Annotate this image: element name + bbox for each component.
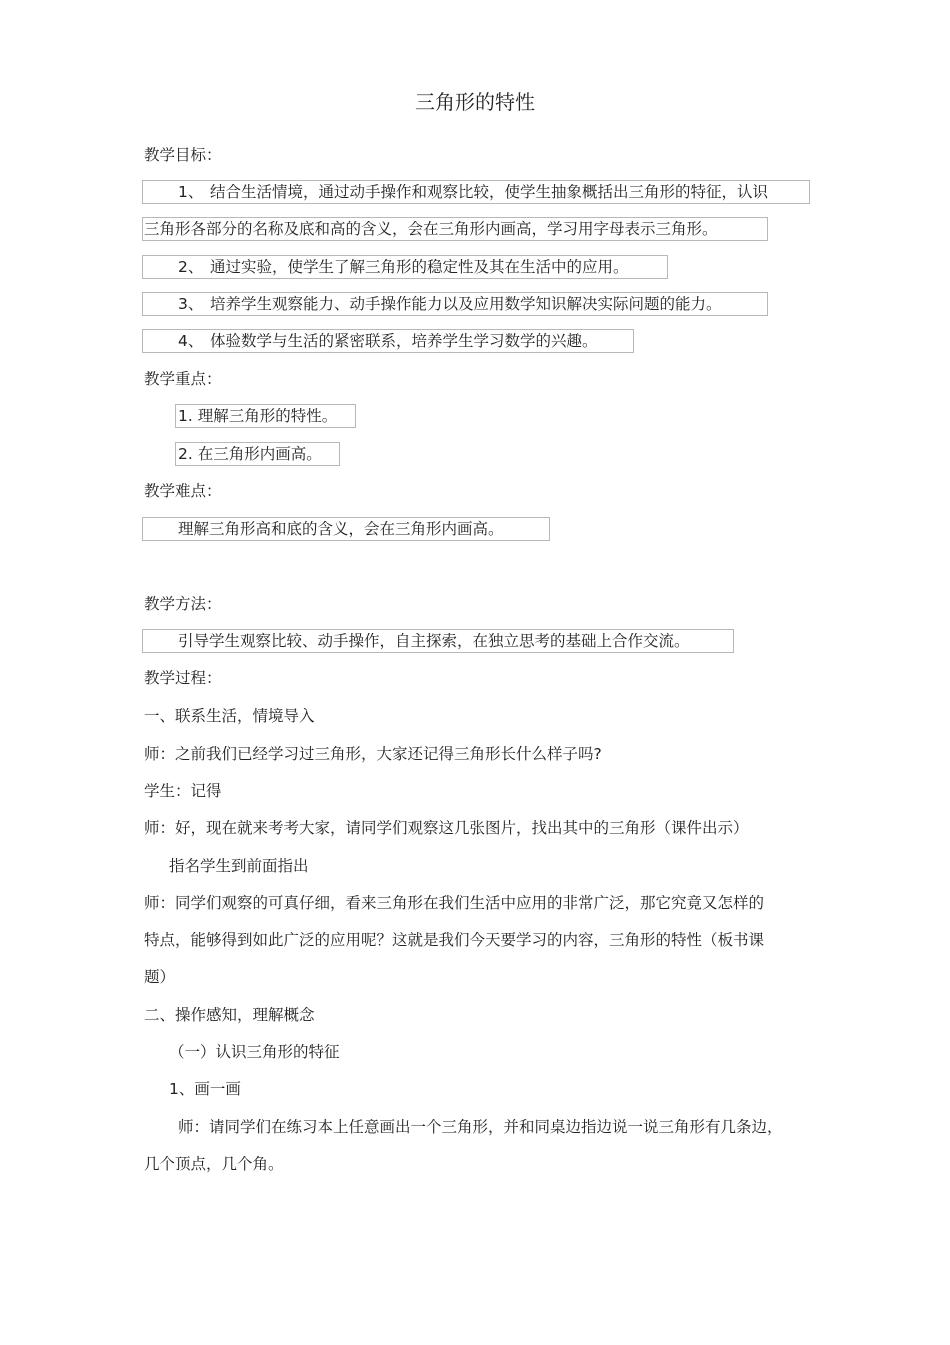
objective-1-num: 1、: [178, 183, 204, 201]
dialogue-line: 特点，能够得到如此广泛的应用呢？这就是我们今天要学习的内容，三角形的特性（板书课: [144, 931, 765, 949]
objective-1-cont: 三角形各部分的名称及底和高的含义，会在三角形内画高，学习用字母表示三角形。: [144, 220, 718, 238]
dialogue-line: 几个顶点，几个角。: [144, 1155, 284, 1173]
process-heading: 教学过程：: [144, 669, 222, 687]
method-heading: 教学方法：: [144, 595, 222, 613]
dialogue-line: 指名学生到前面指出: [169, 857, 309, 875]
dialogue-line: 师：请同学们在练习本上任意画出一个三角形，并和同桌边指边说一说三角形有几条边，: [178, 1118, 783, 1136]
difficult-heading: 教学难点：: [144, 482, 222, 500]
objectives-heading: 教学目标：: [144, 146, 222, 164]
objective-4-num: 4、: [178, 332, 204, 350]
process-step: 1、画一画: [169, 1080, 241, 1098]
dialogue-line: 师：之前我们已经学习过三角形，大家还记得三角形长什么样子吗?: [144, 745, 602, 763]
process-part-1: 一、联系生活，情境导入: [144, 707, 315, 725]
dialogue-line: 师：好，现在就来考考大家，请同学们观察这几张图片，找出其中的三角形（课件出示）: [144, 819, 749, 837]
process-part-2: 二、操作感知，理解概念: [144, 1006, 315, 1024]
method-text: 引导学生观察比较、动手操作，自主探索，在独立思考的基础上合作交流。: [178, 632, 690, 650]
dialogue-line: 师：同学们观察的可真仔细，看来三角形在我们生活中应用的非常广泛，那它究竟又怎样的: [144, 894, 765, 912]
dialogue-line: 学生：记得: [144, 782, 222, 800]
objective-2-text: 通过实验，使学生了解三角形的稳定性及其在生活中的应用。: [210, 258, 629, 276]
objective-3-num: 3、: [178, 295, 204, 313]
process-subsection: （一）认识三角形的特征: [169, 1043, 340, 1061]
key-point-1: 1. 理解三角形的特性。: [178, 407, 338, 425]
page-title: 三角形的特性: [415, 90, 535, 114]
objective-4-text: 体验数学与生活的紧密联系，培养学生学习数学的兴趣。: [210, 332, 598, 350]
key-points-heading: 教学重点：: [144, 370, 222, 388]
objective-1-text: 结合生活情境，通过动手操作和观察比较，使学生抽象概括出三角形的特征，认识: [210, 183, 769, 201]
dialogue-line: 题）: [144, 968, 176, 986]
objective-2-num: 2、: [178, 258, 204, 276]
difficult-text: 理解三角形高和底的含义，会在三角形内画高。: [178, 520, 504, 538]
objective-3-text: 培养学生观察能力、动手操作能力以及应用数学知识解决实际问题的能力。: [210, 295, 722, 313]
key-point-2: 2. 在三角形内画高。: [178, 445, 322, 463]
